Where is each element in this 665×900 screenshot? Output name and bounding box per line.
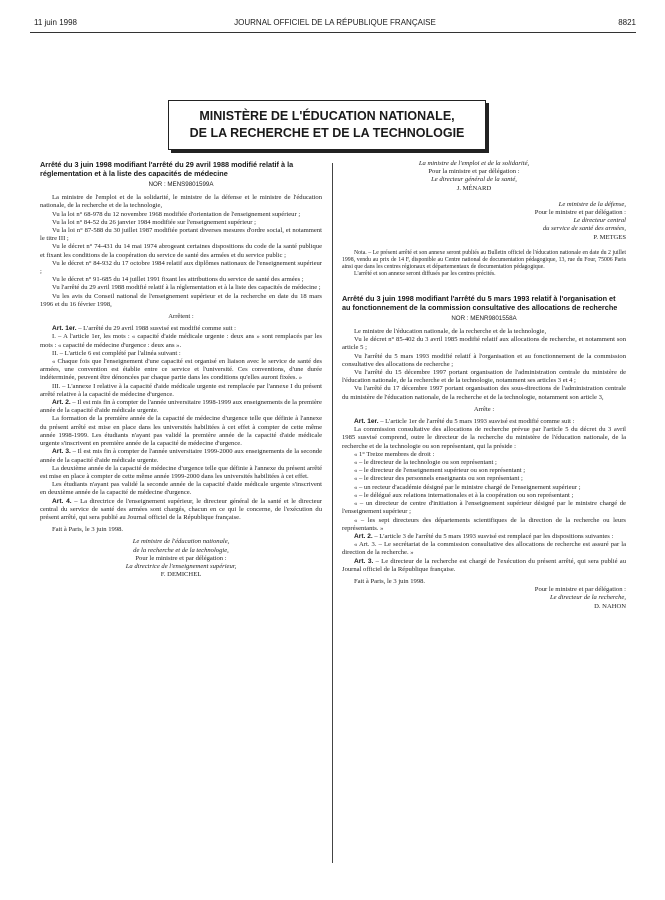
journal-title: JOURNAL OFFICIEL DE LA RÉPUBLIQUE FRANÇAISE [234, 18, 436, 27]
delegation-line: Pour le ministre et par délégation : [135, 554, 227, 562]
paragraph: La commission consultative des allocations de recherche prévue par l'article 5 du décret du 3 avril 1985 susvisé comprend, outre le directeur de la recherche du ministère de l'éducation nationale, de la recherche et de la technologie ou son représentant, qui la préside : [342, 426, 626, 450]
article-2 [40, 399, 322, 415]
paragraph: Le ministre de l'éducation nationale, de la recherche et de la technologie, [354, 328, 547, 336]
article-label: Art. 3. [52, 448, 71, 456]
signatory-title: Le directeur de la recherche, [550, 594, 626, 602]
article-text: – L'arrêté du 29 avril 1988 susvisé est modifié comme suit : [76, 325, 236, 333]
quoted-paragraph: « Art. 3. – Le secrétariat de la commission consultative des allocations de recherche est assuré par la direction de la recherche. » [342, 541, 626, 557]
signatory-name: F. DEMICHEL [160, 571, 202, 579]
article-text: – L'article 3 de l'arrêté du 5 mars 1993 susvisé est remplacé par les dispositions suivantes : [372, 532, 614, 540]
signatory-title: Le ministre de l'éducation nationale, [132, 538, 230, 546]
article-text: – Il est mis fin à compter de l'année universitaire 1999-2000 aux enseignements de la seconde année de la capacité d'aide médicale urgente. [40, 448, 323, 464]
list-item: « – un directeur de centre d'initiation à l'enseignement supérieur désigné par le ministre chargé de l'enseignement supérieur ; [342, 500, 626, 516]
page-number: 8821 [618, 18, 636, 27]
paragraph: Vu l'arrêté du 17 décembre 1997 portant organisation des sous-directions de l'administration centrale du ministère de l'éducation nationale, de la recherche et de la technologie, notamment son article 3, [342, 385, 626, 401]
article-label: Art. 1er. [52, 325, 77, 333]
signatory-title: du service de santé des armées, [542, 225, 626, 233]
left-column [40, 160, 322, 579]
signatory-title: La directrice de l'enseignement supérieur, [125, 562, 237, 570]
paragraph: Vu les avis du Conseil national de l'enseignement supérieur et de la recherche en date du 18 mars 1996 et du 16 février 1998, [40, 292, 322, 308]
ministry-heading-box [168, 100, 486, 150]
signatory-title: Le ministre de la défense, [558, 200, 626, 208]
article-3 [40, 448, 322, 464]
ministry-line-1: MINISTÈRE DE L'ÉDUCATION NATIONALE, [199, 109, 455, 123]
decree-title: Arrêté du 3 juin 1998 modifiant l'arrêté du 29 avril 1988 modifié relatif à la réglementation et à la liste des capacités de médecine [40, 160, 294, 178]
article-label: Art. 3. [354, 557, 374, 565]
arrete-heading: Arrête : [473, 405, 495, 413]
paragraph: Vu le décret n° 84-932 du 17 octobre 1984 relatif aux diplômes nationaux de l'enseignement supérieur ; [40, 259, 322, 276]
signatory-name: J. MÉNARD [456, 184, 492, 192]
article-text: – Il est mis fin à compter de l'année universitaire 1998-1999 aux enseignements de la première année de la capacité d'aide médicale urgente. [40, 399, 322, 415]
right-column [342, 160, 626, 611]
article-label: Art. 4. [52, 497, 72, 505]
paragraph: I. – A l'article 1er, les mots : « capacité d'aide médicale urgente : deux ans » sont remplacés par les mots : « capacité de médecine d'urgence : deux ans ». [40, 333, 322, 349]
signing-place-date: Fait à Paris, le 3 juin 1998. [52, 526, 124, 534]
article-label: Art. 2. [354, 532, 373, 540]
article-1 [342, 418, 626, 426]
article-label: Art. 1er. [354, 418, 379, 426]
page-header [34, 18, 636, 32]
list-item: « – le directeur de l'enseignement supérieur ou son représentant ; [354, 467, 526, 475]
nor-reference: NOR : MENR9801558A [451, 314, 517, 322]
quoted-paragraph: « Chaque fois que l'enseignement d'une capacité est organisé en liaison avec le service de santé des armées, une convention est établie entre ce service et l'université. Ces conventions, d'une durée indéterminée, peuvent être dénoncées par chaque partie dans les conditions qu'elles auront fixées. » [40, 358, 322, 382]
ministry-line-2: DE LA RECHERCHE ET DE LA TECHNOLOGIE [189, 126, 465, 140]
publication-date: 11 juin 1998 [34, 18, 77, 27]
paragraph: Vu le décret n° 91-685 du 14 juillet 1991 fixant les attributions du service de santé des armées ; [52, 276, 304, 284]
paragraph: Vu l'arrêté du 29 avril 1988 modifié relatif à la réglementation et à la liste des capacités de médecine ; [52, 284, 321, 292]
signatory-title: de la recherche et de la technologie, [133, 546, 229, 554]
arretent-heading: Arrêtent : [168, 313, 194, 321]
paragraph: Vu l'arrêté du 15 décembre 1997 portant organisation de l'administration centrale du ministère de l'éducation nationale, de la recherche et de la technologie, notamment ses articles 3 et 4 ; [342, 369, 626, 385]
list-item: « – un recteur d'académie désigné par le ministre chargé de l'enseignement supérieur ; [354, 483, 581, 491]
signatory-title: La ministre de l'emploi et de la solidarité, [418, 160, 530, 167]
paragraph: Vu le décret n° 85-402 du 3 avril 1985 modifié relatif aux allocations de recherche, et notamment son article 5 ; [342, 336, 626, 352]
article-text: – Le directeur de la recherche est chargé de l'exécution du présent arrêté, qui sera publié au Journal officiel de la République française. [342, 557, 626, 573]
article-4 [40, 498, 322, 523]
article-3 [342, 558, 626, 574]
article-2 [342, 533, 626, 541]
list-item: « – le directeur des personnels enseignants ou son représentant ; [354, 475, 523, 483]
paragraph: Vu le décret n° 74-431 du 14 mai 1974 abrogeant certaines dispositions du code de la santé publique et fixant les conditions de la coopération du service de santé des armées et du service public ; [40, 243, 322, 259]
list-item: « – le directeur de la technologie ou son représentant ; [354, 459, 497, 467]
paragraph: La deuxième année de la capacité de médecine d'urgence telle que définie à l'annexe du présent arrêté est mise en place à compter de cette même année 1999-2000 dans les universités habilitées à cet effet. [40, 464, 322, 480]
signatory-title: Le directeur central [573, 217, 626, 225]
paragraph: Les étudiants n'ayant pas validé la seconde année de la capacité d'aide médicale urgente s'inscrivent en deuxième année de la capacité de médecine d'urgence. [40, 481, 322, 497]
paragraph: II. – L'article 6 est complété par l'alinéa suivant : [52, 349, 181, 357]
paragraph: Vu la loi n° 84-52 du 26 janvier 1984 modifiée sur l'enseignement supérieur ; [52, 218, 256, 226]
signing-place-date: Fait à Paris, le 3 juin 1998. [354, 577, 426, 585]
delegation-line: Pour le ministre et par délégation : [534, 209, 626, 217]
article-label: Art. 2. [52, 399, 71, 407]
signatory-title: Le directeur général de la santé, [431, 176, 517, 184]
column-divider [332, 163, 333, 863]
paragraph: Vu l'arrêté du 5 mars 1993 modifié relatif à l'organisation et au fonctionnement de la commission consultative des allocations de recherche ; [342, 352, 626, 368]
paragraph: Vu la loi n° 68-978 du 12 novembre 1968 modifiée d'orientation de l'enseignement supérieur ; [52, 210, 301, 218]
article-text: – La directrice de l'enseignement supérieur, le directeur général de la santé et le directeur central du service de santé des armées sont chargés, chacun en ce qui le concerne, de l'exécution du présent arrêté, qui sera publié au Journal officiel de la République française. [40, 497, 322, 521]
signatory-name: D. NAHON [594, 602, 626, 610]
signatory-name: P. METGES [593, 233, 626, 241]
article-text: – L'article 1er de l'arrêté du 5 mars 1993 susvisé est modifié comme suit : [378, 418, 575, 426]
delegation-line: Pour la ministre et par délégation : [428, 168, 520, 176]
paragraph: Vu la loi n° 87-588 du 30 juillet 1987 modifiée portant diverses mesures d'ordre social, et notamment le titre III ; [40, 227, 322, 243]
list-item: « 1° Treize membres de droit : [354, 450, 435, 458]
article-1 [40, 325, 322, 333]
paragraph: La formation de la première année de la capacité de médecine d'urgence telle que définie à l'annexe du présent arrêté est mise en place dans les universités habilitées à cet effet à compter de cette même année 1998-1999. Les étudiants n'ayant pas validé la première année de la capacité d'aide médicale urgente s'inscrivent en première année de la capacité de médecine d'urgence. [40, 415, 322, 448]
paragraph: La ministre de l'emploi et de la solidarité, le ministre de la défense et le ministre de l'éducation nationale, de la recherche et de la technologie, [40, 194, 322, 210]
header-rule [30, 32, 636, 33]
paragraph: III. – L'annexe I relative à la capacité d'aide médicale urgente est remplacée par l'annexe I du présent arrêté relative à la capacité de médecine d'urgence. [40, 382, 322, 398]
decree-title: Arrêté du 3 juin 1998 modifiant l'arrêté du 5 mars 1993 relatif à l'organisation et au fonctionnement de la commission consultative des allocations de recherche [342, 293, 618, 312]
nota-distribution: L'arrêté et son annexe seront diffusés par les centres précités. [354, 270, 496, 277]
list-item: « – le délégué aux relations internationales et à la coopération ou son représentant ; [354, 491, 574, 499]
delegation-line: Pour le ministre et par délégation : [534, 586, 626, 594]
nor-reference: NOR : MENS9801599A [148, 181, 214, 188]
signature-block-health [342, 160, 626, 193]
list-item: « – les sept directeurs des départements scientifiques de la direction de la recherche ou leurs représentants. » [342, 516, 626, 532]
nota: Nota. – Le présent arrêté et son annexe seront publiés au Bulletin officiel de l'éducation nationale en date du 2 juillet 1998, vendu au prix de 14 F, disponible au Centre national de documentation pédagogique, 13, rue du Four, 75006 Paris ainsi que dans les centres régionaux et départementaux de documentation pédagogique. [342, 249, 626, 270]
